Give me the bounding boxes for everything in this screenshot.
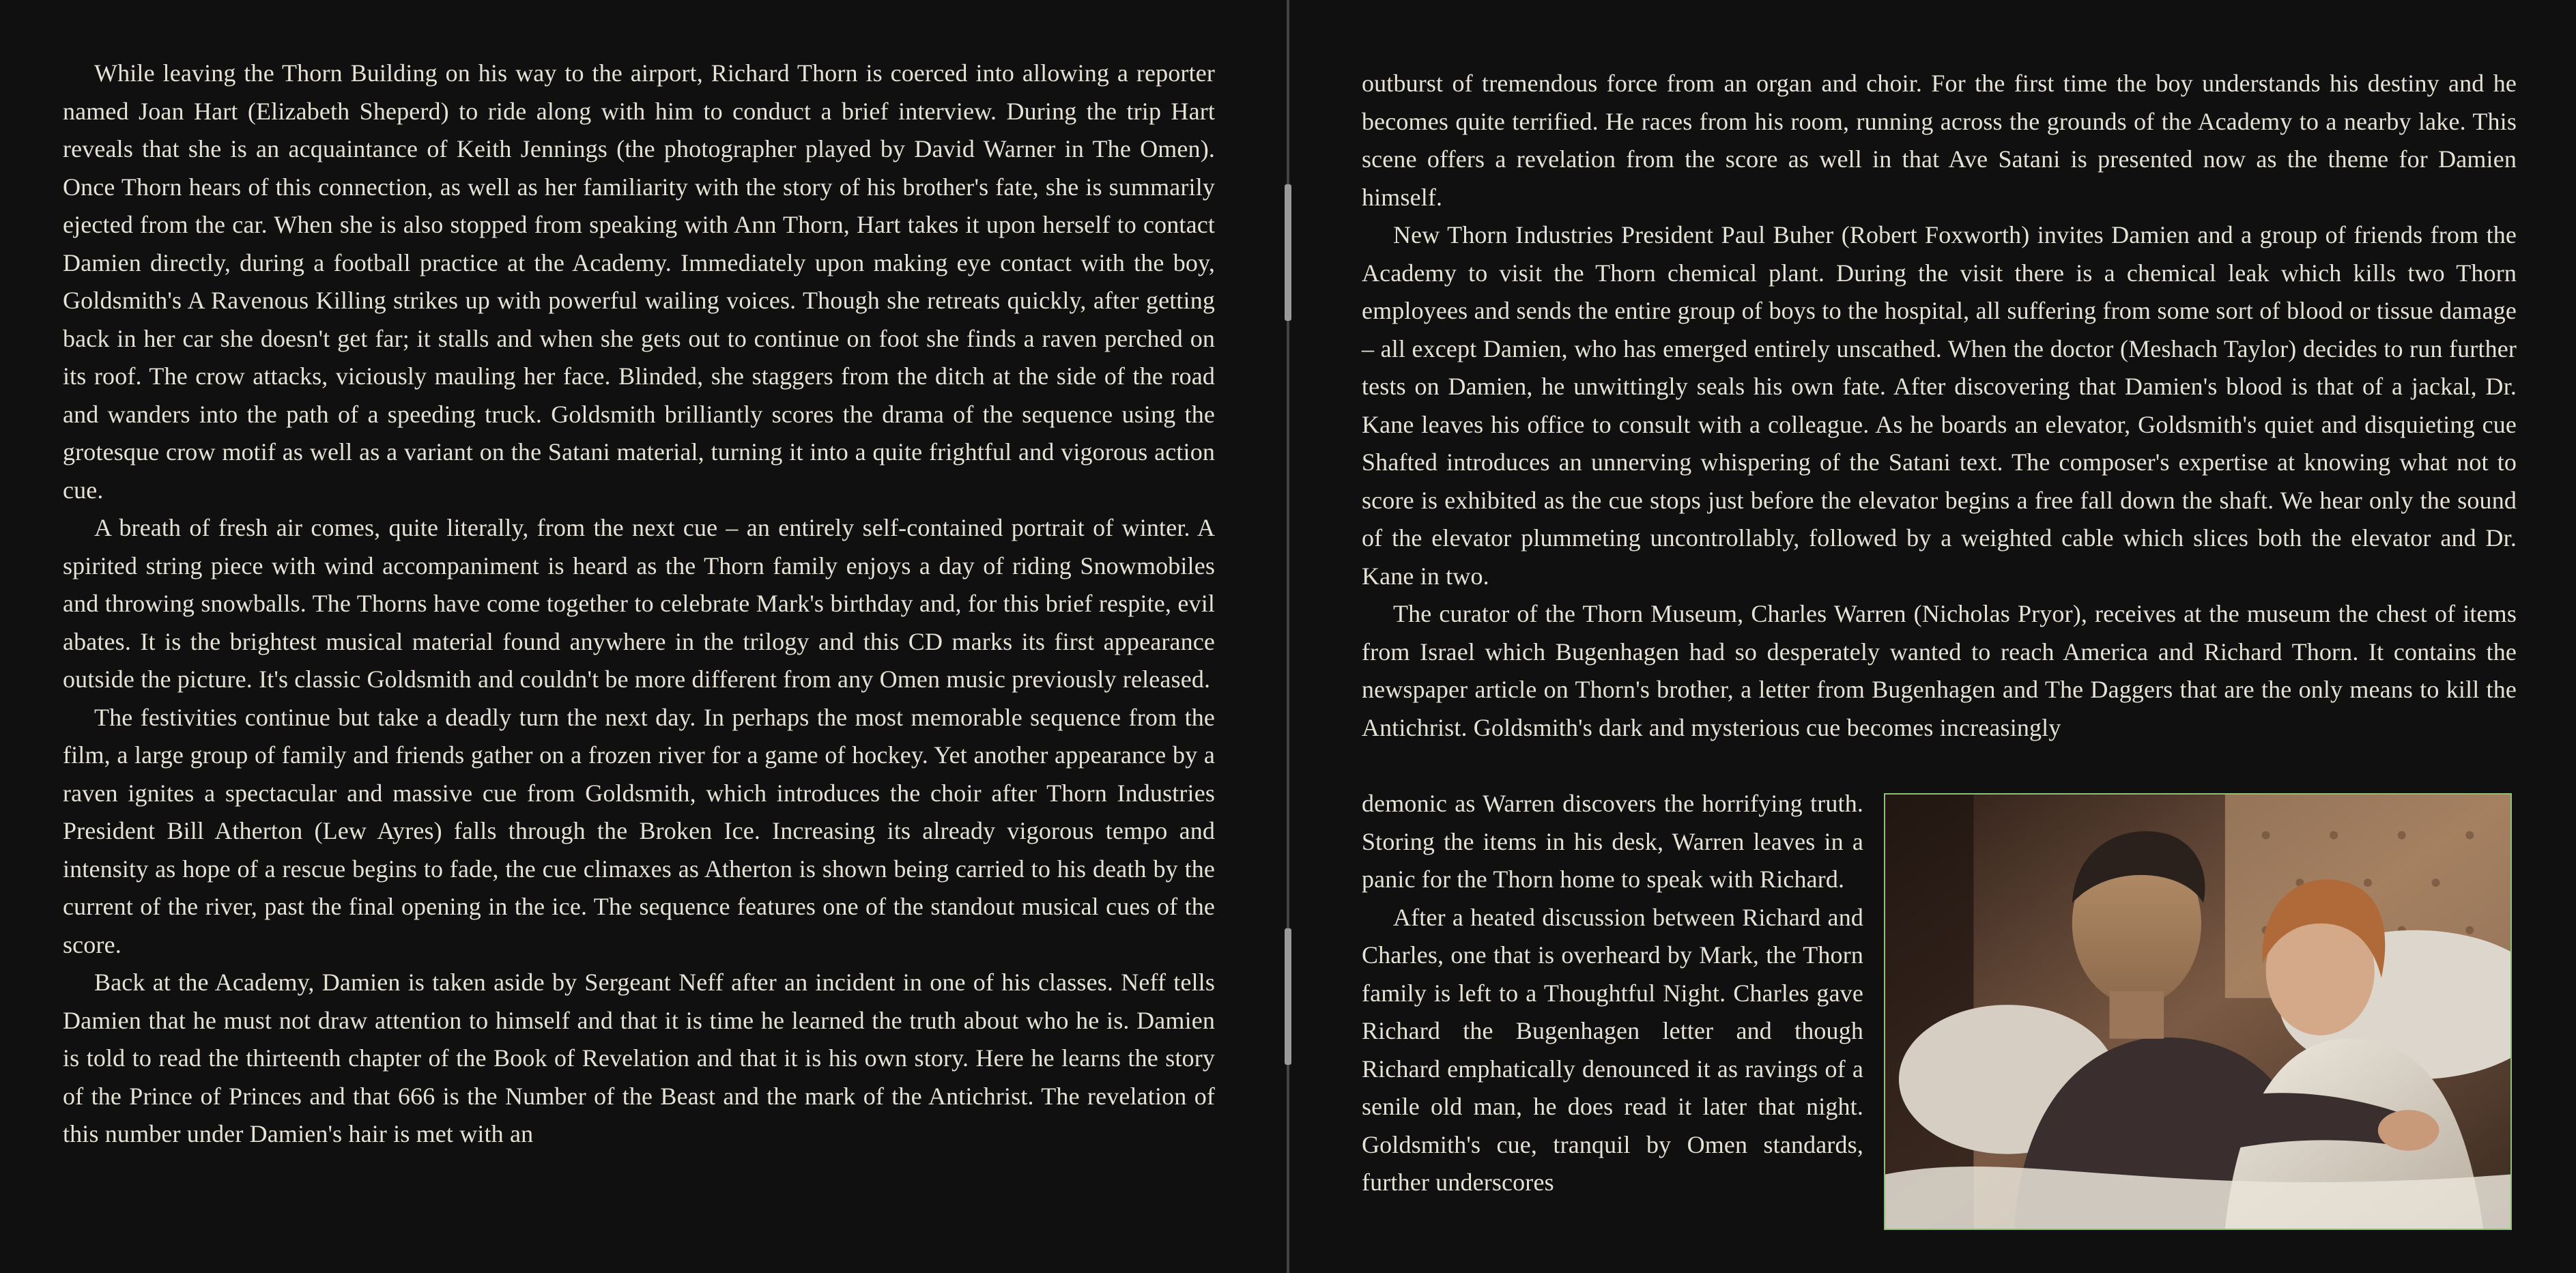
film-still-photo-icon xyxy=(1885,795,2510,1229)
left-paragraph-1: While leaving the Thorn Building on his way to the airport, Richard Thorn is coerced into allowing a reporter named Joan Hart (Elizabeth Sheperd) to ride along with him to conduct a brief interview. During the trip Hart reveals that she is an acquaintance of Keith Jennings (the photographer played by David Warner in The Omen). Once Thorn hears of this connection, as well as her familiarity with the story of his brother's fate, she is summarily ejected from the car. When she is also stopped from speaking with Ann Thorn, Hart takes it upon herself to contact Damien directly, during a football practice at the Academy. Immediately upon making eye contact with the boy, Goldsmith's A Ravenous Killing strikes up with powerful wailing voices. Though she retreats quickly, after getting back in her car she doesn't get far; it stalls and when she gets out to continue on foot she finds a raven perched on its roof. The crow attacks, viciously mauling her face. Blinded, she staggers from the ditch at the side of the road and wanders into the path of a speeding truck. Goldsmith brilliantly scores the drama of the sequence using the grotesque crow motif as well as a variant on the Satani material, turning it into a quite frightful and vigorous action cue. xyxy=(63,59,1215,504)
film-still-photo xyxy=(1884,793,2512,1230)
left-paragraph-2: A breath of fresh air comes, quite literally, from the next cue – an entirely self-contained portrait of winter. A spirited string piece with wind accompaniment is heard as the Thorn family enjoys a day of riding Snowmobiles and throwing snowballs. The Thorns have come together to celebrate Mark's birthday and, for this brief respite, evil abates. It is the brightest musical material found anywhere in the trilogy and this CD marks its first appearance outside the picture. It's classic Goldsmith and couldn't be more different from any Omen music previously released. xyxy=(63,514,1215,693)
staple-bottom xyxy=(1285,928,1291,1065)
right-paragraph-1: outburst of tremendous force from an organ and choir. For the first time the boy understands his destiny and he becomes quite terrified. He races from his room, running across the grounds of the Academy to a nearby lake. This scene offers a revelation from the score as well in that Ave Satani is presented now as the theme for Damien himself. xyxy=(1362,70,2517,211)
right-paragraph-2: New Thorn Industries President Paul Buher (Robert Foxworth) invites Damien and a group of friends from the Academy to visit the Thorn chemical plant. During the visit there is a chemical leak which kills two Thorn employees and sends the entire group of boys to the hospital, all suffering from some sort of blood or tissue damage – all except Damien, who has emerged entirely unscathed. When the doctor (Meshach Taylor) decides to run further tests on Damien, he unwittingly seals his own fate. After discovering that Damien's blood is that of a jackal, Dr. Kane leaves his office to consult with a colleague. As he boards an elevator, Goldsmith's quiet and disquieting cue Shafted introduces an unnerving whispering of the Satani text. The composer's expertise at knowing what not to score is exhibited as the cue stops just before the elevator begins a free fall down the shaft. We hear only the sound of the elevator plummeting uncontrollably, followed by a weighted cable which slices both the elevator and Dr. Kane in two. xyxy=(1362,221,2517,590)
right-page-text-top xyxy=(1362,65,2517,747)
left-paragraph-4: Back at the Academy, Damien is taken aside by Sergeant Neff after an incident in one of his classes. Neff tells Damien that he must not draw attention to himself and that it is time he learned the truth about who he is. Damien is told to read the thirteenth chapter of the Book of Revelation and that it is his own story. Here he learns the story of the Prince of Princes and that 666 is the Number of the Beast and the mark of the Antichrist. The revelation of this number under Damien's hair is met with an xyxy=(63,969,1215,1147)
right-page-text-bottom xyxy=(1362,785,1863,1202)
left-paragraph-3: The festivities continue but take a deadly turn the next day. In perhaps the most memorable sequence from the film, a large group of family and friends gather on a frozen river for a game of hockey. Yet another appearance by a raven ignites a spectacular and massive cue from Goldsmith, which introduces the choir after Thorn Industries President Bill Atherton (Lew Ayres) falls through the Broken Ice. Increasing its already vigorous tempo and intensity as hope of a rescue begins to fade, the cue climaxes as Atherton is shown being carried to his death by the current of the river, past the final opening in the ice. The sequence features one of the standout musical cues of the score. xyxy=(63,703,1215,958)
right-paragraph-5: After a heated discussion between Richard and Charles, one that is overheard by Mark, the Thorn family is left to a Thoughtful Night. Charles gave Richard the Bugenhagen letter and though Richard emphatically denounced it as ravings of a senile old man, he does read it later that night. Goldsmith's cue, tranquil by Omen standards, further underscores xyxy=(1362,903,1863,1196)
staple-top xyxy=(1285,184,1291,321)
right-paragraph-4: demonic as Warren discovers the horrifying truth. Storing the items in his desk, Warren leaves in a panic for the Thorn home to speak with Richard. xyxy=(1362,790,1863,893)
right-paragraph-3: The curator of the Thorn Museum, Charles Warren (Nicholas Pryor), receives at the museum the chest of items from Israel which Bugenhagen had so desperately wanted to reach America and Richard Thorn. It contains the newspaper article on Thorn's brother, a letter from Bugenhagen and The Daggers that are the only means to kill the Antichrist. Goldsmith's dark and mysterious cue becomes increasingly xyxy=(1362,600,2517,741)
left-page-text xyxy=(63,55,1215,1154)
